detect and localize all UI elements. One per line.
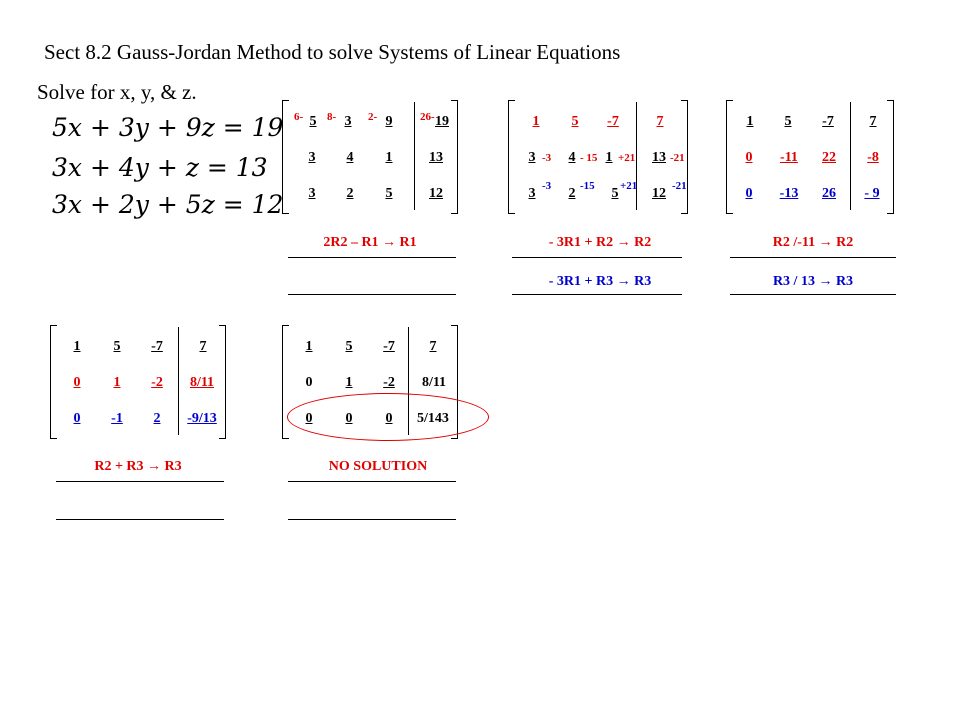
row-operation-label: - 3R1 + R3 → R3 (548, 274, 652, 289)
matrix-cell: 3 (528, 186, 536, 201)
highlight-circle (287, 393, 489, 441)
left-bracket (50, 325, 57, 439)
matrix-cell: 5 (113, 339, 121, 354)
augment-divider (414, 102, 415, 210)
matrix-cell: 0 (745, 150, 753, 165)
row-operation-note: 6- (294, 111, 304, 123)
matrix-cell: 0 (345, 411, 353, 426)
matrix-cell: 3 (308, 150, 316, 165)
row-operation-note: -21 (672, 180, 687, 192)
matrix-cell: 19 (435, 114, 449, 129)
matrix-cell: 2 (346, 186, 354, 201)
matrix-cell: 0 (305, 375, 313, 390)
row-operation-note: -21 (670, 152, 685, 164)
matrix-cell: 1 (746, 114, 754, 129)
matrix-cell: -9/13 (187, 411, 217, 426)
matrix-cell: 7 (656, 114, 664, 129)
divider-line (288, 519, 456, 520)
row-operation-label: R2 /-11 → R2 (772, 235, 854, 250)
matrix-cell: 5 (611, 186, 619, 201)
matrix-1 (282, 100, 458, 215)
matrix-cell: 9 (385, 114, 393, 129)
row-operation-note: +21 (618, 152, 636, 164)
page-title: Sect 8.2 Gauss-Jordan Method to solve Systems of Linear Equations (44, 40, 621, 64)
row-operation-note: -3 (542, 180, 552, 192)
conclusion-label: NO SOLUTION (328, 459, 428, 474)
equation-2: 3x + 4y + z = 13 (52, 153, 268, 182)
matrix-cell: 1 (73, 339, 81, 354)
matrix-cell: -8 (867, 150, 879, 165)
row-operation-label: - 3R1 + R2 → R2 (548, 235, 652, 250)
equation-1: 5x + 3y + 9z = 19 (52, 113, 284, 142)
row-operation-label: R2 + R3 → R3 (94, 459, 182, 474)
matrix-cell: 7 (869, 114, 877, 129)
matrix-cell: - 9 (864, 186, 880, 201)
matrix-4 (50, 325, 226, 440)
matrix-cell: -7 (151, 339, 163, 354)
matrix-cell: 5 (345, 339, 353, 354)
matrix-cell: 0 (745, 186, 753, 201)
matrix-cell: 13 (652, 150, 666, 165)
matrix-cell: 1 (305, 339, 313, 354)
matrix-cell: 1 (385, 150, 393, 165)
problem-prompt: Solve for x, y, & z. (37, 80, 197, 104)
augment-divider (636, 102, 637, 210)
matrix-cell: -7 (383, 339, 395, 354)
right-bracket (887, 100, 894, 214)
matrix-cell: 13 (429, 150, 443, 165)
divider-line (730, 257, 896, 258)
matrix-cell: 1 (605, 150, 613, 165)
matrix-cell: 0 (73, 411, 81, 426)
row-operation-note: 26- (420, 111, 435, 123)
divider-line (730, 294, 896, 295)
matrix-cell: 8/11 (189, 375, 215, 390)
divider-line (512, 257, 682, 258)
matrix-cell: 3 (344, 114, 352, 129)
matrix-cell: 5 (309, 114, 317, 129)
matrix-cell: -7 (607, 114, 619, 129)
divider-line (288, 481, 456, 482)
left-bracket (726, 100, 733, 214)
divider-line (56, 481, 224, 482)
matrix-cell: 0 (385, 411, 393, 426)
equation-3: 3x + 2y + 5z = 12 (52, 190, 284, 219)
matrix-cell: 0 (73, 375, 81, 390)
matrix-cell: 2 (568, 186, 576, 201)
matrix-cell: 8/11 (421, 375, 447, 390)
row-operation-label: 2R2 – R1 → R1 (323, 235, 417, 250)
matrix-cell: 26 (822, 186, 836, 201)
matrix-cell: 5 (784, 114, 792, 129)
matrix-cell: 4 (568, 150, 576, 165)
matrix-cell: 12 (652, 186, 666, 201)
matrix-cell: 22 (822, 150, 836, 165)
left-bracket (508, 100, 515, 214)
divider-line (288, 294, 456, 295)
matrix-cell: 2 (153, 411, 161, 426)
row-operation-note: 8- (327, 111, 337, 123)
matrix-cell: 0 (305, 411, 313, 426)
augment-divider (178, 327, 179, 435)
matrix-cell: 5 (385, 186, 393, 201)
row-operation-note: - 15 (580, 152, 598, 164)
matrix-cell: -2 (383, 375, 395, 390)
right-bracket (451, 100, 458, 214)
matrix-cell: 1 (532, 114, 540, 129)
left-bracket (282, 100, 289, 214)
row-operation-label: R3 / 13 → R3 (772, 274, 854, 289)
augment-divider (850, 102, 851, 210)
matrix-cell: -2 (151, 375, 163, 390)
divider-line (512, 294, 682, 295)
row-operation-note: -15 (580, 180, 595, 192)
matrix-cell: -11 (780, 150, 798, 165)
matrix-2 (508, 100, 688, 215)
divider-line (288, 257, 456, 258)
row-operation-note: 2- (368, 111, 378, 123)
matrix-3 (726, 100, 894, 215)
row-operation-note: -3 (542, 152, 552, 164)
matrix-cell: 5/143 (417, 411, 449, 426)
matrix-cell: 3 (308, 186, 316, 201)
matrix-cell: -7 (822, 114, 834, 129)
left-bracket (282, 325, 289, 439)
row-operation-note: +21 (620, 180, 638, 192)
matrix-cell: 12 (429, 186, 443, 201)
matrix-cell: -1 (111, 411, 123, 426)
matrix-cell: 4 (346, 150, 354, 165)
matrix-cell: 7 (199, 339, 207, 354)
matrix-cell: 1 (113, 375, 121, 390)
divider-line (56, 519, 224, 520)
matrix-cell: 3 (528, 150, 536, 165)
matrix-cell: -13 (779, 186, 799, 201)
matrix-cell: 1 (345, 375, 353, 390)
matrix-cell: 7 (429, 339, 437, 354)
matrix-cell: 5 (571, 114, 579, 129)
